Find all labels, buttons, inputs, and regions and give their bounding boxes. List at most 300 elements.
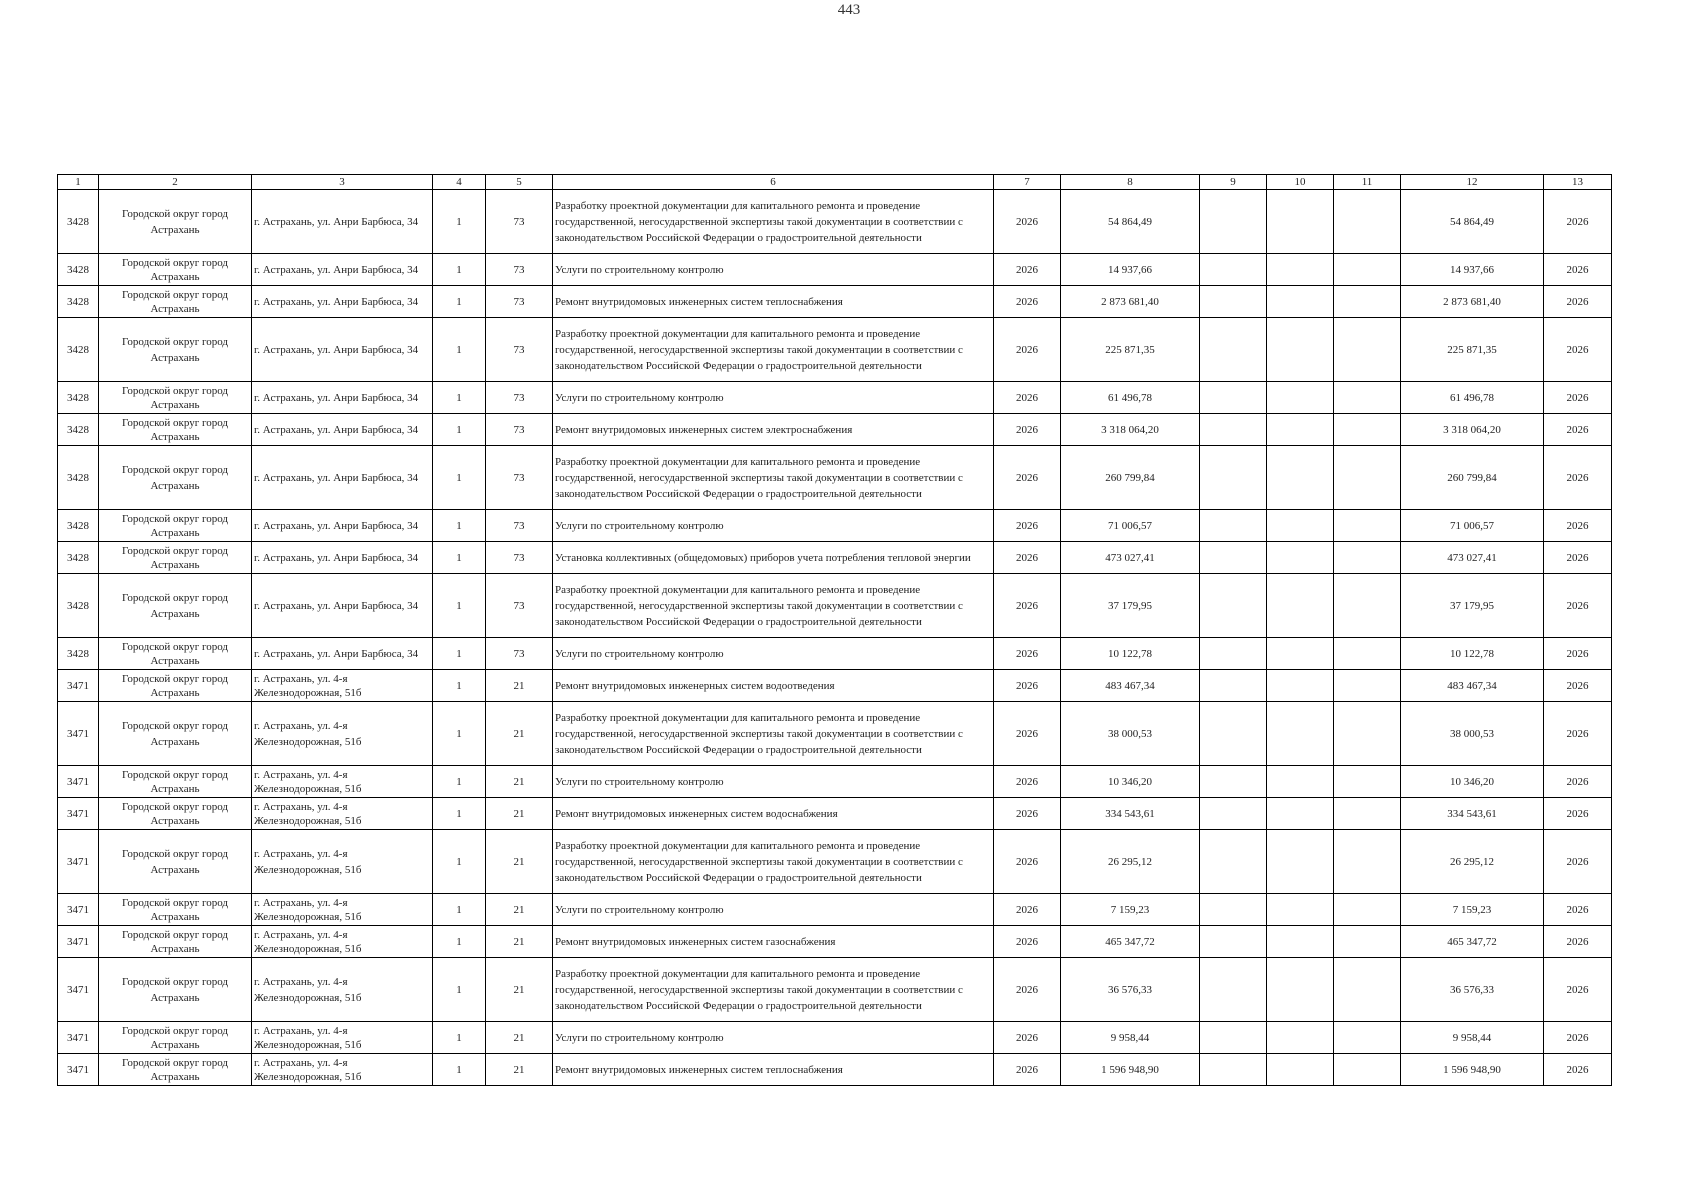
- work-type-cell: Ремонт внутридомовых инженерных систем теплоснабжения: [553, 286, 994, 318]
- column-10-cell: [1267, 958, 1334, 1022]
- row-id-cell: 3428: [58, 382, 99, 414]
- column-10-cell: [1267, 446, 1334, 510]
- plan-year-cell: 2026: [1544, 286, 1612, 318]
- row-id-cell: 3471: [58, 702, 99, 766]
- cost-cell: 71 006,57: [1061, 510, 1200, 542]
- cost-cell: 473 027,41: [1061, 542, 1200, 574]
- column-5-cell: 21: [486, 830, 553, 894]
- column-4-cell: 1: [433, 1022, 486, 1054]
- year-cell: 2026: [994, 830, 1061, 894]
- row-id-cell: 3428: [58, 638, 99, 670]
- column-11-cell: [1334, 830, 1401, 894]
- municipality-cell: Городской округ город Астрахань: [99, 510, 252, 542]
- address-cell: г. Астрахань, ул. Анри Барбюса, 34: [252, 638, 433, 670]
- year-cell: 2026: [994, 414, 1061, 446]
- capital-repair-table: [57, 174, 1612, 1086]
- column-header: 9: [1200, 175, 1267, 190]
- table-row: [58, 638, 1612, 670]
- address-cell: г. Астрахань, ул. Анри Барбюса, 34: [252, 382, 433, 414]
- address-cell: г. Астрахань, ул. 4-я Железнодорожная, 51б: [252, 798, 433, 830]
- column-10-cell: [1267, 190, 1334, 254]
- row-id-cell: 3471: [58, 830, 99, 894]
- row-id-cell: 3471: [58, 670, 99, 702]
- row-id-cell: 3471: [58, 926, 99, 958]
- plan-year-cell: 2026: [1544, 894, 1612, 926]
- year-cell: 2026: [994, 670, 1061, 702]
- table-row: [58, 190, 1612, 254]
- column-11-cell: [1334, 190, 1401, 254]
- column-4-cell: 1: [433, 702, 486, 766]
- total-cell: 10 122,78: [1401, 638, 1544, 670]
- total-cell: 473 027,41: [1401, 542, 1544, 574]
- column-9-cell: [1200, 574, 1267, 638]
- column-5-cell: 21: [486, 958, 553, 1022]
- plan-year-cell: 2026: [1544, 1054, 1612, 1086]
- plan-year-cell: 2026: [1544, 926, 1612, 958]
- address-cell: г. Астрахань, ул. 4-я Железнодорожная, 51б: [252, 926, 433, 958]
- column-9-cell: [1200, 702, 1267, 766]
- table-row: [58, 286, 1612, 318]
- table-row: [58, 382, 1612, 414]
- column-9-cell: [1200, 798, 1267, 830]
- column-5-cell: 73: [486, 286, 553, 318]
- cost-cell: 10 346,20: [1061, 766, 1200, 798]
- address-cell: г. Астрахань, ул. Анри Барбюса, 34: [252, 542, 433, 574]
- column-9-cell: [1200, 510, 1267, 542]
- row-id-cell: 3428: [58, 446, 99, 510]
- cost-cell: 7 159,23: [1061, 894, 1200, 926]
- column-11-cell: [1334, 286, 1401, 318]
- table-row: [58, 926, 1612, 958]
- total-cell: 225 871,35: [1401, 318, 1544, 382]
- column-5-cell: 73: [486, 574, 553, 638]
- column-10-cell: [1267, 1054, 1334, 1086]
- column-4-cell: 1: [433, 958, 486, 1022]
- column-4-cell: 1: [433, 318, 486, 382]
- municipality-cell: Городской округ город Астрахань: [99, 830, 252, 894]
- column-4-cell: 1: [433, 1054, 486, 1086]
- plan-year-cell: 2026: [1544, 446, 1612, 510]
- column-4-cell: 1: [433, 574, 486, 638]
- cost-cell: 2 873 681,40: [1061, 286, 1200, 318]
- plan-year-cell: 2026: [1544, 670, 1612, 702]
- table-row: [58, 798, 1612, 830]
- plan-year-cell: 2026: [1544, 414, 1612, 446]
- table-row: [58, 670, 1612, 702]
- table-row: [58, 1054, 1612, 1086]
- address-cell: г. Астрахань, ул. 4-я Железнодорожная, 51б: [252, 894, 433, 926]
- address-cell: г. Астрахань, ул. Анри Барбюса, 34: [252, 510, 433, 542]
- column-5-cell: 21: [486, 702, 553, 766]
- work-type-cell: Услуги по строительному контролю: [553, 510, 994, 542]
- column-11-cell: [1334, 254, 1401, 286]
- municipality-cell: Городской округ город Астрахань: [99, 382, 252, 414]
- column-4-cell: 1: [433, 766, 486, 798]
- table-row: [58, 574, 1612, 638]
- column-header: 6: [553, 175, 994, 190]
- column-5-cell: 73: [486, 638, 553, 670]
- work-type-cell: Установка коллективных (общедомовых) приборов учета потребления тепловой энергии: [553, 542, 994, 574]
- row-id-cell: 3471: [58, 958, 99, 1022]
- column-4-cell: 1: [433, 638, 486, 670]
- cost-cell: 1 596 948,90: [1061, 1054, 1200, 1086]
- work-type-cell: Услуги по строительному контролю: [553, 894, 994, 926]
- cost-cell: 465 347,72: [1061, 926, 1200, 958]
- column-5-cell: 73: [486, 254, 553, 286]
- total-cell: 54 864,49: [1401, 190, 1544, 254]
- work-type-cell: Разработку проектной документации для капитального ремонта и проведение государственной, негосударственной экспертизы такой документации в соответствии с законодательством Российской Федерации о градостроительной деятельности: [553, 318, 994, 382]
- cost-cell: 54 864,49: [1061, 190, 1200, 254]
- plan-year-cell: 2026: [1544, 830, 1612, 894]
- column-10-cell: [1267, 382, 1334, 414]
- column-9-cell: [1200, 670, 1267, 702]
- work-type-cell: Ремонт внутридомовых инженерных систем водоотведения: [553, 670, 994, 702]
- plan-year-cell: 2026: [1544, 542, 1612, 574]
- plan-year-cell: 2026: [1544, 702, 1612, 766]
- column-11-cell: [1334, 510, 1401, 542]
- table-row: [58, 894, 1612, 926]
- row-id-cell: 3428: [58, 286, 99, 318]
- plan-year-cell: 2026: [1544, 1022, 1612, 1054]
- row-id-cell: 3471: [58, 894, 99, 926]
- work-type-cell: Ремонт внутридомовых инженерных систем теплоснабжения: [553, 1054, 994, 1086]
- column-9-cell: [1200, 766, 1267, 798]
- cost-cell: 26 295,12: [1061, 830, 1200, 894]
- address-cell: г. Астрахань, ул. 4-я Железнодорожная, 51б: [252, 670, 433, 702]
- column-header: 5: [486, 175, 553, 190]
- column-5-cell: 21: [486, 894, 553, 926]
- total-cell: 61 496,78: [1401, 382, 1544, 414]
- municipality-cell: Городской округ город Астрахань: [99, 638, 252, 670]
- address-cell: г. Астрахань, ул. Анри Барбюса, 34: [252, 414, 433, 446]
- work-type-cell: Разработку проектной документации для капитального ремонта и проведение государственной, негосударственной экспертизы такой документации в соответствии с законодательством Российской Федерации о градостроительной деятельности: [553, 446, 994, 510]
- work-type-cell: Услуги по строительному контролю: [553, 382, 994, 414]
- column-4-cell: 1: [433, 894, 486, 926]
- column-header: 10: [1267, 175, 1334, 190]
- column-11-cell: [1334, 958, 1401, 1022]
- column-11-cell: [1334, 894, 1401, 926]
- row-id-cell: 3428: [58, 190, 99, 254]
- column-5-cell: 73: [486, 382, 553, 414]
- year-cell: 2026: [994, 1022, 1061, 1054]
- column-5-cell: 73: [486, 542, 553, 574]
- address-cell: г. Астрахань, ул. 4-я Железнодорожная, 51б: [252, 830, 433, 894]
- cost-cell: 10 122,78: [1061, 638, 1200, 670]
- municipality-cell: Городской округ город Астрахань: [99, 446, 252, 510]
- year-cell: 2026: [994, 702, 1061, 766]
- column-5-cell: 73: [486, 510, 553, 542]
- column-4-cell: 1: [433, 542, 486, 574]
- row-id-cell: 3428: [58, 414, 99, 446]
- municipality-cell: Городской округ город Астрахань: [99, 766, 252, 798]
- address-cell: г. Астрахань, ул. 4-я Железнодорожная, 51б: [252, 1022, 433, 1054]
- year-cell: 2026: [994, 286, 1061, 318]
- column-9-cell: [1200, 894, 1267, 926]
- address-cell: г. Астрахань, ул. Анри Барбюса, 34: [252, 190, 433, 254]
- plan-year-cell: 2026: [1544, 190, 1612, 254]
- column-5-cell: 73: [486, 414, 553, 446]
- address-cell: г. Астрахань, ул. Анри Барбюса, 34: [252, 286, 433, 318]
- column-11-cell: [1334, 446, 1401, 510]
- year-cell: 2026: [994, 574, 1061, 638]
- column-header: 1: [58, 175, 99, 190]
- work-type-cell: Услуги по строительному контролю: [553, 1022, 994, 1054]
- column-5-cell: 21: [486, 670, 553, 702]
- column-header: 12: [1401, 175, 1544, 190]
- column-5-cell: 21: [486, 766, 553, 798]
- column-4-cell: 1: [433, 830, 486, 894]
- municipality-cell: Городской округ город Астрахань: [99, 926, 252, 958]
- table-row: [58, 510, 1612, 542]
- year-cell: 2026: [994, 1054, 1061, 1086]
- work-type-cell: Разработку проектной документации для капитального ремонта и проведение государственной, негосударственной экспертизы такой документации в соответствии с законодательством Российской Федерации о градостроительной деятельности: [553, 830, 994, 894]
- row-id-cell: 3471: [58, 766, 99, 798]
- year-cell: 2026: [994, 798, 1061, 830]
- column-9-cell: [1200, 286, 1267, 318]
- table-row: [58, 318, 1612, 382]
- column-10-cell: [1267, 254, 1334, 286]
- plan-year-cell: 2026: [1544, 574, 1612, 638]
- total-cell: 465 347,72: [1401, 926, 1544, 958]
- cost-cell: 3 318 064,20: [1061, 414, 1200, 446]
- column-11-cell: [1334, 382, 1401, 414]
- column-10-cell: [1267, 830, 1334, 894]
- column-10-cell: [1267, 894, 1334, 926]
- column-10-cell: [1267, 926, 1334, 958]
- municipality-cell: Городской округ город Астрахань: [99, 670, 252, 702]
- total-cell: 483 467,34: [1401, 670, 1544, 702]
- column-number-row: [58, 175, 1612, 190]
- cost-cell: 260 799,84: [1061, 446, 1200, 510]
- plan-year-cell: 2026: [1544, 382, 1612, 414]
- address-cell: г. Астрахань, ул. Анри Барбюса, 34: [252, 318, 433, 382]
- column-9-cell: [1200, 446, 1267, 510]
- column-10-cell: [1267, 542, 1334, 574]
- column-4-cell: 1: [433, 414, 486, 446]
- row-id-cell: 3428: [58, 542, 99, 574]
- row-id-cell: 3428: [58, 510, 99, 542]
- column-10-cell: [1267, 702, 1334, 766]
- municipality-cell: Городской округ город Астрахань: [99, 574, 252, 638]
- address-cell: г. Астрахань, ул. 4-я Железнодорожная, 51б: [252, 766, 433, 798]
- table-row: [58, 414, 1612, 446]
- column-10-cell: [1267, 510, 1334, 542]
- year-cell: 2026: [994, 926, 1061, 958]
- column-5-cell: 21: [486, 1054, 553, 1086]
- column-11-cell: [1334, 926, 1401, 958]
- work-type-cell: Разработку проектной документации для капитального ремонта и проведение государственной, негосударственной экспертизы такой документации в соответствии с законодательством Российской Федерации о градостроительной деятельности: [553, 702, 994, 766]
- cost-cell: 61 496,78: [1061, 382, 1200, 414]
- work-type-cell: Ремонт внутридомовых инженерных систем электроснабжения: [553, 414, 994, 446]
- cost-cell: 9 958,44: [1061, 1022, 1200, 1054]
- total-cell: 1 596 948,90: [1401, 1054, 1544, 1086]
- total-cell: 3 318 064,20: [1401, 414, 1544, 446]
- year-cell: 2026: [994, 510, 1061, 542]
- column-11-cell: [1334, 574, 1401, 638]
- year-cell: 2026: [994, 894, 1061, 926]
- municipality-cell: Городской округ город Астрахань: [99, 318, 252, 382]
- year-cell: 2026: [994, 958, 1061, 1022]
- column-4-cell: 1: [433, 798, 486, 830]
- column-11-cell: [1334, 414, 1401, 446]
- plan-year-cell: 2026: [1544, 958, 1612, 1022]
- work-type-cell: Услуги по строительному контролю: [553, 638, 994, 670]
- column-9-cell: [1200, 926, 1267, 958]
- total-cell: 334 543,61: [1401, 798, 1544, 830]
- column-9-cell: [1200, 830, 1267, 894]
- column-5-cell: 21: [486, 798, 553, 830]
- column-9-cell: [1200, 542, 1267, 574]
- plan-year-cell: 2026: [1544, 798, 1612, 830]
- column-5-cell: 73: [486, 446, 553, 510]
- row-id-cell: 3471: [58, 798, 99, 830]
- column-11-cell: [1334, 670, 1401, 702]
- column-11-cell: [1334, 702, 1401, 766]
- column-9-cell: [1200, 254, 1267, 286]
- table-row: [58, 766, 1612, 798]
- municipality-cell: Городской округ город Астрахань: [99, 894, 252, 926]
- total-cell: 37 179,95: [1401, 574, 1544, 638]
- total-cell: 36 576,33: [1401, 958, 1544, 1022]
- plan-year-cell: 2026: [1544, 318, 1612, 382]
- column-11-cell: [1334, 766, 1401, 798]
- cost-cell: 36 576,33: [1061, 958, 1200, 1022]
- municipality-cell: Городской округ город Астрахань: [99, 286, 252, 318]
- column-9-cell: [1200, 1022, 1267, 1054]
- municipality-cell: Городской округ город Астрахань: [99, 1054, 252, 1086]
- column-10-cell: [1267, 1022, 1334, 1054]
- column-11-cell: [1334, 318, 1401, 382]
- page-number: 443: [837, 2, 861, 18]
- column-4-cell: 1: [433, 190, 486, 254]
- total-cell: 9 958,44: [1401, 1022, 1544, 1054]
- column-11-cell: [1334, 638, 1401, 670]
- column-header: 11: [1334, 175, 1401, 190]
- column-4-cell: 1: [433, 254, 486, 286]
- row-id-cell: 3471: [58, 1054, 99, 1086]
- address-cell: г. Астрахань, ул. Анри Барбюса, 34: [252, 446, 433, 510]
- column-4-cell: 1: [433, 286, 486, 318]
- year-cell: 2026: [994, 542, 1061, 574]
- plan-year-cell: 2026: [1544, 254, 1612, 286]
- column-9-cell: [1200, 190, 1267, 254]
- cost-cell: 37 179,95: [1061, 574, 1200, 638]
- total-cell: 2 873 681,40: [1401, 286, 1544, 318]
- municipality-cell: Городской округ город Астрахань: [99, 798, 252, 830]
- total-cell: 71 006,57: [1401, 510, 1544, 542]
- total-cell: 38 000,53: [1401, 702, 1544, 766]
- table-row: [58, 1022, 1612, 1054]
- column-10-cell: [1267, 798, 1334, 830]
- municipality-cell: Городской округ город Астрахань: [99, 414, 252, 446]
- work-type-cell: Услуги по строительному контролю: [553, 254, 994, 286]
- year-cell: 2026: [994, 766, 1061, 798]
- plan-year-cell: 2026: [1544, 766, 1612, 798]
- municipality-cell: Городской округ город Астрахань: [99, 542, 252, 574]
- column-4-cell: 1: [433, 446, 486, 510]
- address-cell: г. Астрахань, ул. 4-я Железнодорожная, 51б: [252, 1054, 433, 1086]
- row-id-cell: 3428: [58, 574, 99, 638]
- column-header: 2: [99, 175, 252, 190]
- table-row: [58, 542, 1612, 574]
- year-cell: 2026: [994, 382, 1061, 414]
- column-10-cell: [1267, 638, 1334, 670]
- plan-year-cell: 2026: [1544, 638, 1612, 670]
- total-cell: 26 295,12: [1401, 830, 1544, 894]
- table-row: [58, 702, 1612, 766]
- column-10-cell: [1267, 414, 1334, 446]
- row-id-cell: 3428: [58, 254, 99, 286]
- column-9-cell: [1200, 414, 1267, 446]
- cost-cell: 483 467,34: [1061, 670, 1200, 702]
- cost-cell: 334 543,61: [1061, 798, 1200, 830]
- table-body: [58, 190, 1612, 1086]
- year-cell: 2026: [994, 254, 1061, 286]
- municipality-cell: Городской округ город Астрахань: [99, 190, 252, 254]
- column-11-cell: [1334, 1022, 1401, 1054]
- column-header: 13: [1544, 175, 1612, 190]
- column-5-cell: 21: [486, 926, 553, 958]
- column-header: 8: [1061, 175, 1200, 190]
- column-header: 7: [994, 175, 1061, 190]
- column-5-cell: 73: [486, 318, 553, 382]
- table-row: [58, 254, 1612, 286]
- total-cell: 14 937,66: [1401, 254, 1544, 286]
- table-row: [58, 446, 1612, 510]
- work-type-cell: Разработку проектной документации для капитального ремонта и проведение государственной, негосударственной экспертизы такой документации в соответствии с законодательством Российской Федерации о градостроительной деятельности: [553, 574, 994, 638]
- work-type-cell: Ремонт внутридомовых инженерных систем водоснабжения: [553, 798, 994, 830]
- address-cell: г. Астрахань, ул. 4-я Железнодорожная, 51б: [252, 958, 433, 1022]
- work-type-cell: Ремонт внутридомовых инженерных систем газоснабжения: [553, 926, 994, 958]
- municipality-cell: Городской округ город Астрахань: [99, 702, 252, 766]
- year-cell: 2026: [994, 318, 1061, 382]
- cost-cell: 225 871,35: [1061, 318, 1200, 382]
- column-9-cell: [1200, 638, 1267, 670]
- column-10-cell: [1267, 286, 1334, 318]
- total-cell: 260 799,84: [1401, 446, 1544, 510]
- cost-cell: 14 937,66: [1061, 254, 1200, 286]
- column-4-cell: 1: [433, 670, 486, 702]
- row-id-cell: 3471: [58, 1022, 99, 1054]
- column-9-cell: [1200, 958, 1267, 1022]
- work-type-cell: Разработку проектной документации для капитального ремонта и проведение государственной, негосударственной экспертизы такой документации в соответствии с законодательством Российской Федерации о градостроительной деятельности: [553, 190, 994, 254]
- table-row: [58, 830, 1612, 894]
- total-cell: 10 346,20: [1401, 766, 1544, 798]
- column-5-cell: 73: [486, 190, 553, 254]
- address-cell: г. Астрахань, ул. Анри Барбюса, 34: [252, 574, 433, 638]
- municipality-cell: Городской округ город Астрахань: [99, 1022, 252, 1054]
- column-10-cell: [1267, 670, 1334, 702]
- address-cell: г. Астрахань, ул. Анри Барбюса, 34: [252, 254, 433, 286]
- cost-cell: 38 000,53: [1061, 702, 1200, 766]
- work-type-cell: Услуги по строительному контролю: [553, 766, 994, 798]
- year-cell: 2026: [994, 190, 1061, 254]
- column-4-cell: 1: [433, 926, 486, 958]
- column-header: 4: [433, 175, 486, 190]
- column-9-cell: [1200, 1054, 1267, 1086]
- plan-year-cell: 2026: [1544, 510, 1612, 542]
- year-cell: 2026: [994, 638, 1061, 670]
- column-header: 3: [252, 175, 433, 190]
- municipality-cell: Городской округ город Астрахань: [99, 958, 252, 1022]
- column-4-cell: 1: [433, 382, 486, 414]
- column-11-cell: [1334, 798, 1401, 830]
- table-row: [58, 958, 1612, 1022]
- column-5-cell: 21: [486, 1022, 553, 1054]
- column-11-cell: [1334, 542, 1401, 574]
- column-9-cell: [1200, 318, 1267, 382]
- column-11-cell: [1334, 1054, 1401, 1086]
